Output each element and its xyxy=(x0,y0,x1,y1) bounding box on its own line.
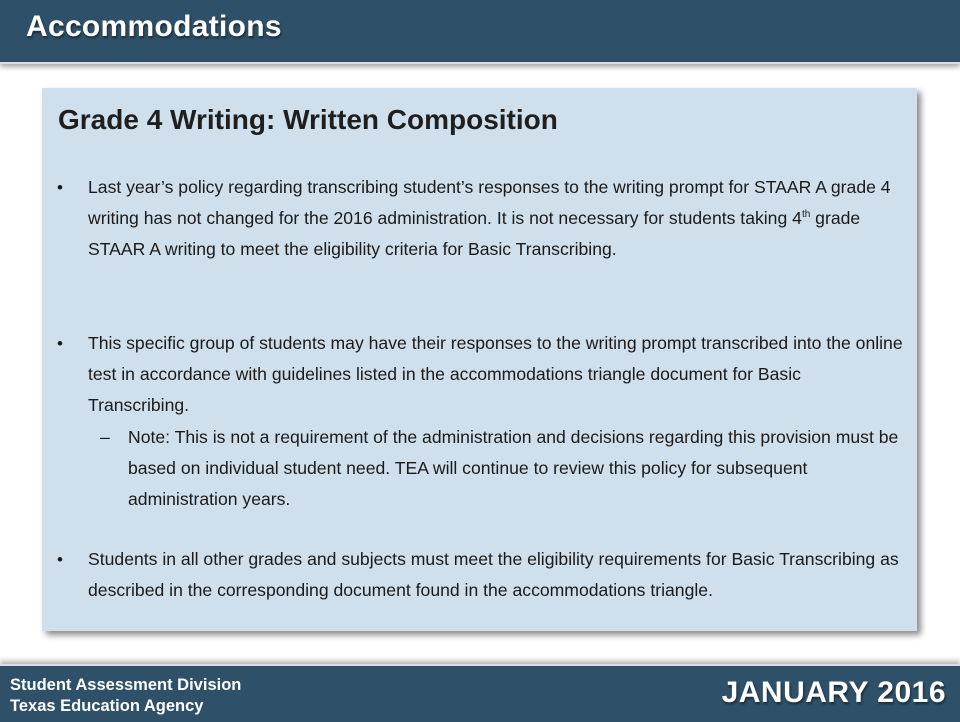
sub-bullet-marker: – xyxy=(100,427,110,447)
footer-bar xyxy=(0,664,960,722)
footer-agency-name: Texas Education Agency xyxy=(10,697,204,715)
bullet-marker: • xyxy=(57,550,63,569)
bullet-text: This specific group of students may have their responses to the writing prompt transcribed into the online test in accordance with guidelines listed in the accommodations triangle document for Basic Transcribing. xyxy=(88,333,903,415)
header-bar xyxy=(0,0,960,64)
sub-bullet-text: Note: This is not a requirement of the administration and decisions regarding this provision must be based on individual student need. TEA will continue to review this policy for subsequent administration years. xyxy=(128,427,899,509)
bullet-item-1 xyxy=(57,172,903,265)
bullet-item-2 xyxy=(57,328,903,421)
ordinal-superscript: th xyxy=(801,209,811,220)
bullet-text-continued: grade STAAR A writing to meet the eligibility criteria for Basic Transcribing. xyxy=(88,208,861,259)
footer-division-name: Student Assessment Division xyxy=(10,676,242,694)
slide-section-title: Accommodations xyxy=(26,10,282,43)
bullet-item-3 xyxy=(57,544,903,606)
bullet-text: Last year’s policy regarding transcribing student’s responses to the writing prompt for STAAR A grade 4 writing has not changed for the 2016 administration. It is not necessary for students taking 4 xyxy=(88,177,891,228)
footer-date: JANUARY 2016 xyxy=(721,676,946,709)
sub-bullet-item-1 xyxy=(100,422,903,515)
bullet-marker: • xyxy=(57,178,63,197)
footer-organization xyxy=(10,675,241,717)
slide-heading: Grade 4 Writing: Written Composition xyxy=(58,104,558,135)
bullet-text: Students in all other grades and subjects must meet the eligibility requirements for Basic Transcribing as described in the corresponding document found in the accommodations triangle. xyxy=(88,549,899,600)
content-box xyxy=(42,88,917,631)
bullet-marker: • xyxy=(57,334,63,353)
